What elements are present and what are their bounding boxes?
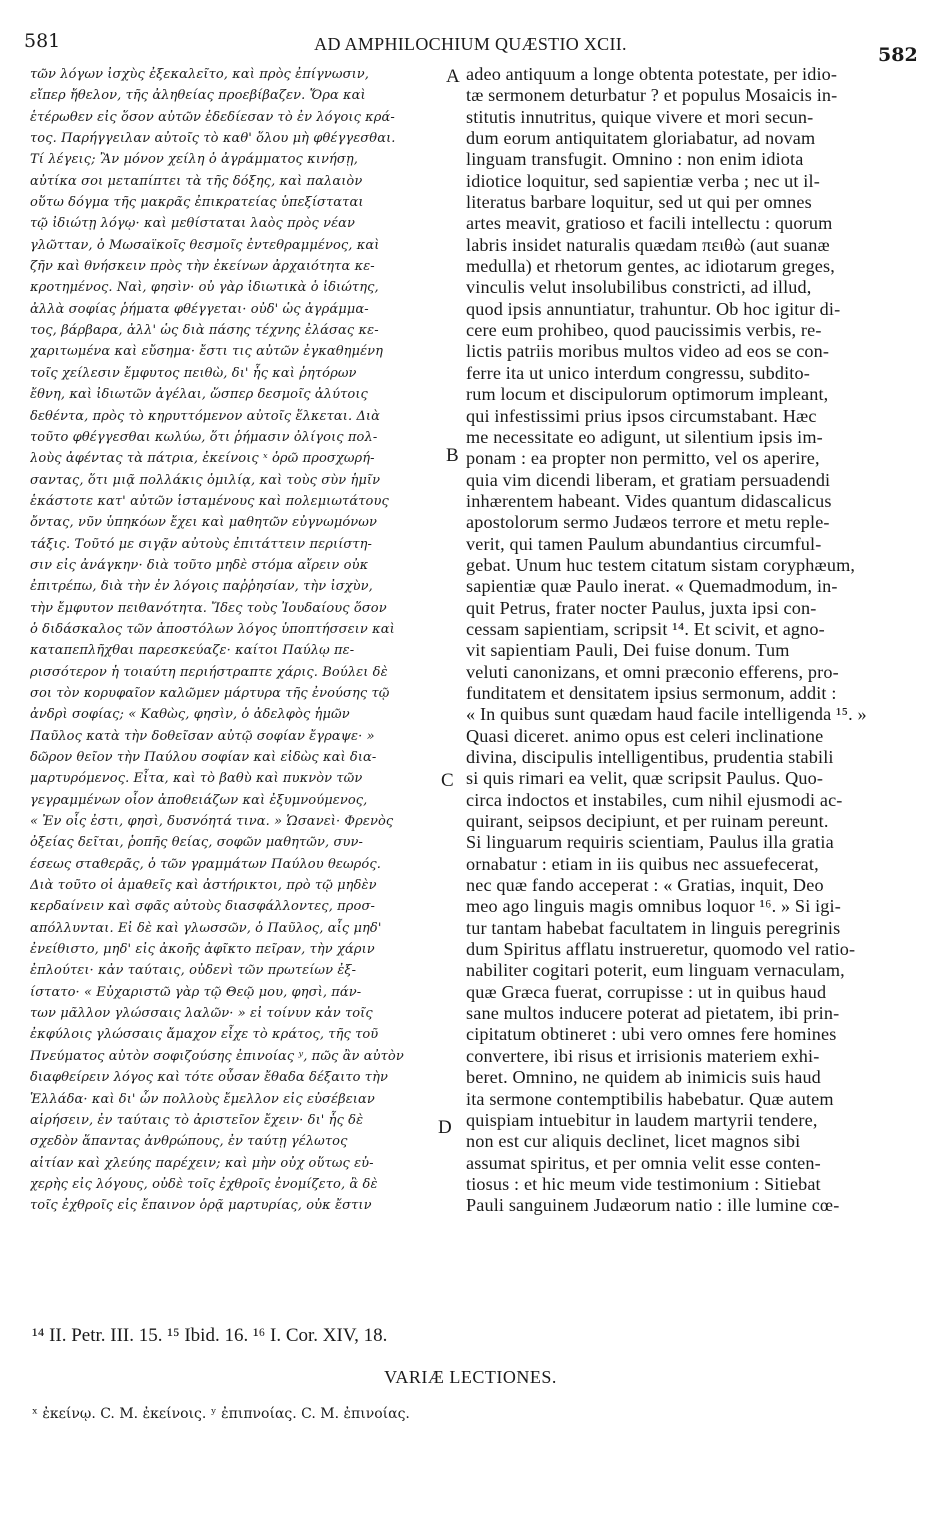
text-line: χαριτωμένα καὶ εὔσημα· ἔστι τις αὐτῶν ἐγκαθημένη	[30, 344, 384, 360]
text-line: δεθέντα, πρὸς τὸ κηρυττόμενον αὐτοῖς ἕλκεται. Διὰ	[30, 408, 381, 424]
section-marker-d: D	[438, 1117, 452, 1138]
text-line: vinculis velut insolubilibus constricti, ad illud,	[466, 277, 812, 298]
text-line: τοῦτο φθέγγεσθαι κωλύω, ὅτι ῥήμασιν ὀλίγοις πολ-	[30, 429, 378, 445]
variant-readings: ˣ ἐκείνῳ. C. M. ἐκείνοις. ʸ ἐπιπνοίας. C. M. ἐπινοίας.	[32, 1406, 410, 1422]
text-line: divina, discipulis intelligentibus, prudentia stabili	[466, 747, 834, 767]
text-line: funditatem et densitatem ipsius sermonum, addit :	[466, 682, 837, 703]
text-line: tur tantam habebat facultatem in linguis peregrinis	[466, 917, 841, 938]
text-line: αἱρήσειν, ἐν ταύταις τὸ ἀριστεῖον ἔχειν· δι' ἧς δὲ	[30, 1112, 364, 1128]
text-line: quæ Græca fuerat, corrupisse : ut in quibus haud	[466, 981, 827, 1002]
text-line: ἀλλὰ σοφίας ῥήματα φθέγγεται· οὐδ' ὡς ἀγράμμα-	[30, 301, 369, 317]
text-line: circa indoctos et instabiles, cum nihil ejusmodi ac-	[466, 789, 843, 810]
text-line: rum locum et discipulorum optimorum impleant,	[466, 384, 829, 405]
section-marker-c: C	[441, 770, 454, 791]
text-line: καταπεπλῆχθαι παρεσκεύαζε· καίτοι Παύλῳ πε-	[30, 643, 355, 659]
text-line: Πνεύματος αὐτὸν σοφιζούσης ἐπινοίας ʸ, πῶς ἂν αὐτὸν	[30, 1048, 404, 1064]
text-line: γεγραμμένων οἷον ἀποθειάζων καὶ ἐξυμνούμενος,	[30, 792, 368, 808]
greek-text-column	[30, 64, 440, 1217]
text-line: apostolorum sermo Judæos terrore et metu reple-	[466, 512, 830, 533]
text-line: « In quibus sunt quædam haud facile intelligenda ¹⁵. »	[466, 704, 867, 725]
text-line: nec quæ fando acceperat : « Gratias, inquit, Deo	[466, 875, 824, 896]
latin-text-column	[466, 64, 918, 1217]
text-line: medulla) et rhetorum gentes, ac idiotarum greges,	[466, 256, 835, 277]
text-line: τὴν ἔμφυτον πειθανότητα. Ἴδες τοὺς Ἰουδαίους ὅσον	[30, 600, 387, 616]
section-marker-a: A	[446, 66, 460, 87]
text-line: αἰτίαν καὶ χλεύης παρέχειν; καὶ μὴν οὐχ οὕτως εὐ-	[30, 1155, 374, 1171]
running-head: AD AMPHILOCHIUM QUÆSTIO XCII.	[314, 34, 627, 54]
text-line: dum eorum antiquitatem gloriabatur, ad novam	[466, 128, 816, 149]
text-line: ferre ita ut unico interdum congressu, subdito-	[466, 362, 810, 383]
text-line: δῶρον θεῖον τὴν Παύλου σοφίαν καὶ εἰδὼς καὶ δια-	[30, 750, 377, 765]
text-line: Διὰ τοῦτο οἱ ἀμαθεῖς καὶ ἀστήρικτοι, πρὸ τῷ μηδὲν	[30, 878, 377, 894]
text-line: σχεδὸν ἅπαντας ἀνθρώπους, ἐν ταύτῃ γέλωτος	[30, 1134, 348, 1150]
text-line: ὀξείας δεῖται, ῥοπῆς θείας, σοφῶν μαθητῶν, συν-	[30, 835, 363, 851]
text-line: τῶν λόγων ἰσχὺς ἐξεκαλεῖτο, καὶ πρὸς ἐπίγνωσιν,	[30, 67, 370, 82]
text-line: ἀνδρὶ σοφίας; « Καθὼς, φησὶν, ὁ ἀδελφὸς ἡμῶν	[30, 707, 350, 723]
text-line: αὐτίκα σοι μεταπίπτει τὰ τῆς δόξης, καὶ παλαιὸν	[30, 173, 363, 189]
text-line: Si linguarum requiris scientiam, Paulus illa gratia	[466, 832, 834, 853]
text-line: τάξις. Τοῦτό με σιγᾷν αὐτοὺς ἐπιτάττειν περιίστη-	[30, 536, 373, 552]
text-line: τος. Παρήγγειλαν αὐτοῖς τὸ καθ' ὅλου μὴ φθέγγεσθαι.	[30, 131, 396, 147]
text-line: adeo antiquum a longe obtenta potestate, per idio-	[466, 64, 838, 84]
text-line: τοῖς χείλεσιν ἔμφυτος πειθὼ, δι' ἧς καὶ ῥητόρων	[30, 365, 357, 381]
text-line: tiosus : et hic meum vide testimonium : Sitiebat	[466, 1173, 821, 1194]
text-line: ίστατο· « Εὐχαριστῶ γὰρ τῷ Θεῷ μου, φησὶ, πάν-	[30, 984, 362, 1000]
text-line: ἑκάστοτε κατ' αὐτῶν ἱσταμένους καὶ πολεμιωτάτους	[30, 493, 389, 509]
text-line: meo ago linguis magis omnibus loquor ¹⁶. » Si igi-	[466, 896, 841, 917]
text-line: Παῦλος κατὰ τὴν δοθεῖσαν αὐτῷ σοφίαν ἔγραψε· »	[30, 728, 375, 744]
text-line: διαφθείρειν λόγος καὶ τότε οὖσαν ἔθαδα δέξαιτο τὴν	[30, 1070, 388, 1086]
text-line: ἐνείθιστο, μηδ' εἰς ἀκοῆς ἀφῖκτο πεῖραν, τὴν χάριν	[30, 942, 375, 958]
text-line: dum Spiritus afflatu instrueretur, quomodo vel ratio-	[466, 939, 856, 960]
page-number-left: 581	[24, 30, 61, 52]
text-line: σιν εἰς ἀνάγκην· διὰ τοῦτο μηδὲ στόμα αἴρειν οὐκ	[30, 557, 369, 573]
text-line: Ἑλλάδα· καὶ δι' ὧν πολλοὺς ἔμελλον εἰς εὐσέβειαν	[30, 1091, 375, 1107]
text-line: των μᾶλλον γλώσσαις λαλῶν· » εἰ τοίνυν κἀν τοῖς	[30, 1006, 373, 1022]
text-line: me necessitate eo adigunt, ut silentium ipsis im-	[466, 426, 823, 447]
text-line: nabiliter cogitari poterit, eum linguam vernaculam,	[466, 960, 845, 981]
text-line: quia vim dicendi liberam, et gratiam persuadendi	[466, 469, 831, 490]
text-line: ἐπλούτει· κἀν ταύταις, οὐδενὶ τῶν πρωτείων ἐξ-	[30, 963, 357, 979]
variae-lectiones-heading: VARIÆ LECTIONES.	[384, 1367, 557, 1387]
text-line: ponam : ea propter non permitto, vel os aperire,	[466, 448, 820, 469]
text-line: beret. Omnino, ne quidem ab inimicis suis haud	[466, 1067, 821, 1088]
text-line: ἑτέρωθεν εἰς ὅσον αὐτῶν ἐδεδίεσαν τὸ ἐν λόγοις κρά-	[30, 109, 395, 125]
text-line: idiotice loquitur, sed sapientiæ verba ; nec ut il-	[466, 170, 820, 191]
text-line: ζῆν καὶ θνήσκειν πρὸς τὴν ἐκείνων ἀρχαιότητα κε-	[30, 259, 375, 275]
text-line: convertere, ibi risus et irrisionis materiem exhi-	[466, 1045, 820, 1066]
text-line: ἐπιτρέπω, διὰ τὴν ἐν λόγοις παῤῥησίαν, τὴν ἰσχὺν,	[30, 579, 373, 595]
section-marker-b: B	[446, 445, 459, 466]
text-line: inhærentem habeant. Vides quantum didascalicus	[466, 490, 832, 511]
text-line: literatus barbare loquitur, sed ut qui per omnes	[466, 192, 812, 213]
text-line: ita sermone contemptibilis habebatur. Quæ autem	[466, 1088, 834, 1109]
text-line: ornabatur : etiam in iis quibus nec assuefecerat,	[466, 853, 819, 874]
text-line: cipitatum obtineret : ubi vero omnes fere homines	[466, 1024, 837, 1045]
text-line: απόλλυνται. Εἰ δὲ καὶ γλωσσῶν, ὁ Παῦλος, αἷς μηδ'	[30, 920, 382, 936]
text-line: lictis patriis moribus multos video ad eos se con-	[466, 341, 830, 362]
text-line: ὄντας, νῦν ὑπηκόων ἔχει καὶ μαθητῶν εὐγνωμόνων	[30, 515, 378, 531]
text-line: σαντας, ὅτι μιᾷ πολλάκις ὁμιλίᾳ, καὶ τοὺς σὺν ἡμῖν	[30, 472, 381, 488]
text-line: εἴπερ ἤθελον, τῆς ἀληθείας προεβίβαζεν. Ὅρα καὶ	[30, 88, 366, 104]
footnotes: ¹⁴ II. Petr. III. 15. ¹⁵ Ibid. 16. ¹⁶ I. Cor. XIV, 18.	[32, 1325, 388, 1346]
text-line: λοὺς ἀφέντας τὰ πάτρια, ἐκείνοις ˣ ὁρῶ προσχωρή-	[30, 451, 375, 467]
text-line: « Ἐν οἷς ἐστι, φησὶ, δυσνόητά τινα. » Ὡσανεὶ· Φρενὸς	[30, 814, 394, 830]
text-line: χερὴς εἰς λόγους, οὐδὲ τοῖς ἐχθροῖς ἐνομίζετο, ἃ δὲ	[30, 1176, 378, 1192]
text-line: gebat. Unum huc testem citatum sistam coryphæum,	[466, 554, 856, 575]
text-line: κροτημένος. Ναὶ, φησὶν· οὐ γὰρ ἰδιωτικὰ ὁ ἰδιώτης,	[30, 280, 379, 296]
text-line: τος, βάρβαρα, ἀλλ' ὡς διὰ πάσης τέχνης ἐλάσας κε-	[30, 323, 379, 339]
text-line: non est cur aliquis declinet, licet magnos sibi	[466, 1131, 801, 1152]
text-line: veluti canonizans, et omni præconio efferens, pro-	[466, 661, 839, 682]
text-line: linguam transfugit. Omnino : non enim idiota	[466, 149, 804, 170]
text-line: stitutis innutritus, quique vivere et mori secun-	[466, 106, 814, 127]
text-line: cere eum prohibeo, quod paucissimis verbis, re-	[466, 320, 822, 341]
text-line: κερδαίνειν καὶ σφᾶς αὐτοὺς διασφάλλοντες, προσ-	[30, 899, 375, 915]
text-line: οὕτω δόγμα τῆς μακρᾶς ἐπικρατείας ὑπεξίσταται	[30, 195, 364, 211]
text-line: labris insidet naturalis quædam πειθὼ (aut suanæ	[466, 234, 830, 255]
text-line: έσεως σταθερᾶς, ὁ τῶν γραμμάτων Παύλου θεωρός.	[30, 856, 381, 872]
page-header	[0, 0, 941, 70]
text-line: ἔθνη, καὶ ἰδιωτῶν ἀγέλαι, ὥσπερ δεσμοῖς ἀλύτοις	[30, 387, 368, 403]
text-line: quit Petrus, frater nocter Paulus, juxta ipsi con-	[466, 597, 817, 618]
text-line: verit, qui tamen Paulum abundantius circumful-	[466, 533, 822, 554]
page-number-right: 582	[878, 44, 918, 66]
text-line: qui infestissimi prius ipsos circumstabant. Hæc	[466, 405, 817, 426]
text-line: cessam sapientiam, scripsit ¹⁴. Et scivit, et agno-	[466, 618, 825, 639]
text-line: quod ipsis annuntiatur, trahuntur. Ob hoc igitur di-	[466, 298, 841, 319]
text-line: ρισσότερον ἡ τοιαύτη περιήστραπτε χάρις. Βούλει δὲ	[30, 664, 388, 680]
text-line: quispiam intuebitur in laudem martyrii tendere,	[466, 1109, 818, 1130]
text-line: assumat spiritus, et per omnia velit esse conten-	[466, 1152, 821, 1173]
text-line: quirant, seipsos decipiunt, et per ruinam pereunt.	[466, 811, 829, 832]
text-line: Pauli sanguinem Judæorum natio : ille lumine cœ-	[466, 1195, 840, 1216]
text-line: μαρτυρόμενος. Εἶτα, καὶ τὸ βαθὺ καὶ πυκνὸν τῶν	[30, 771, 363, 787]
text-line: τῷ ἰδιώτῃ λόγῳ· καὶ μεθίσταται λαὸς πρὸς νέαν	[30, 216, 356, 232]
text-line: γλῶτταν, ὁ Μωσαϊκοῖς θεσμοῖς ἐντεθραμμένος, καὶ	[30, 237, 380, 253]
text-line: vit sapientiam Pauli, Dei fuise donum. Tum	[466, 640, 790, 661]
text-line: sapientiæ quæ Paulo inerat. « Quemadmodum, in-	[466, 576, 838, 597]
text-line: Quasi diceret. animo opus est celeri inclinatione	[466, 725, 824, 746]
text-line: τοῖς ἐχθροῖς εἰς ἔπαινον ὁρᾷ μαρτυρίας, οὐκ ἔστιν	[30, 1198, 372, 1214]
text-line: tæ sermonem deturbatur ? et populus Mosaicis in-	[466, 85, 838, 106]
text-line: ὁ διδάσκαλος τῶν ἀποστόλων λόγος ὑποπτήσσειν καὶ	[30, 621, 395, 637]
text-line: sane multos inducere poterat ad pietatem, ibi prin-	[466, 1003, 840, 1024]
text-line: ἐκφύλοις γλώσσαις ἄμαχον εἶχε τὸ κράτος, τῆς τοῦ	[30, 1027, 379, 1043]
text-line: si quis rimari ea velit, quæ scripsit Paulus. Quo-	[466, 768, 824, 789]
text-line: Τί λέγεις; Ἂν μόνον χείλη ὁ ἀγράμματος κινήσῃ,	[30, 152, 358, 168]
text-line: artes meavit, gratioso et facili intellectu : quorum	[466, 213, 833, 234]
text-line: σοι τὸν κορυφαῖον καλῶμεν μάρτυρα τῆς ἐνούσης τῷ	[30, 685, 390, 701]
